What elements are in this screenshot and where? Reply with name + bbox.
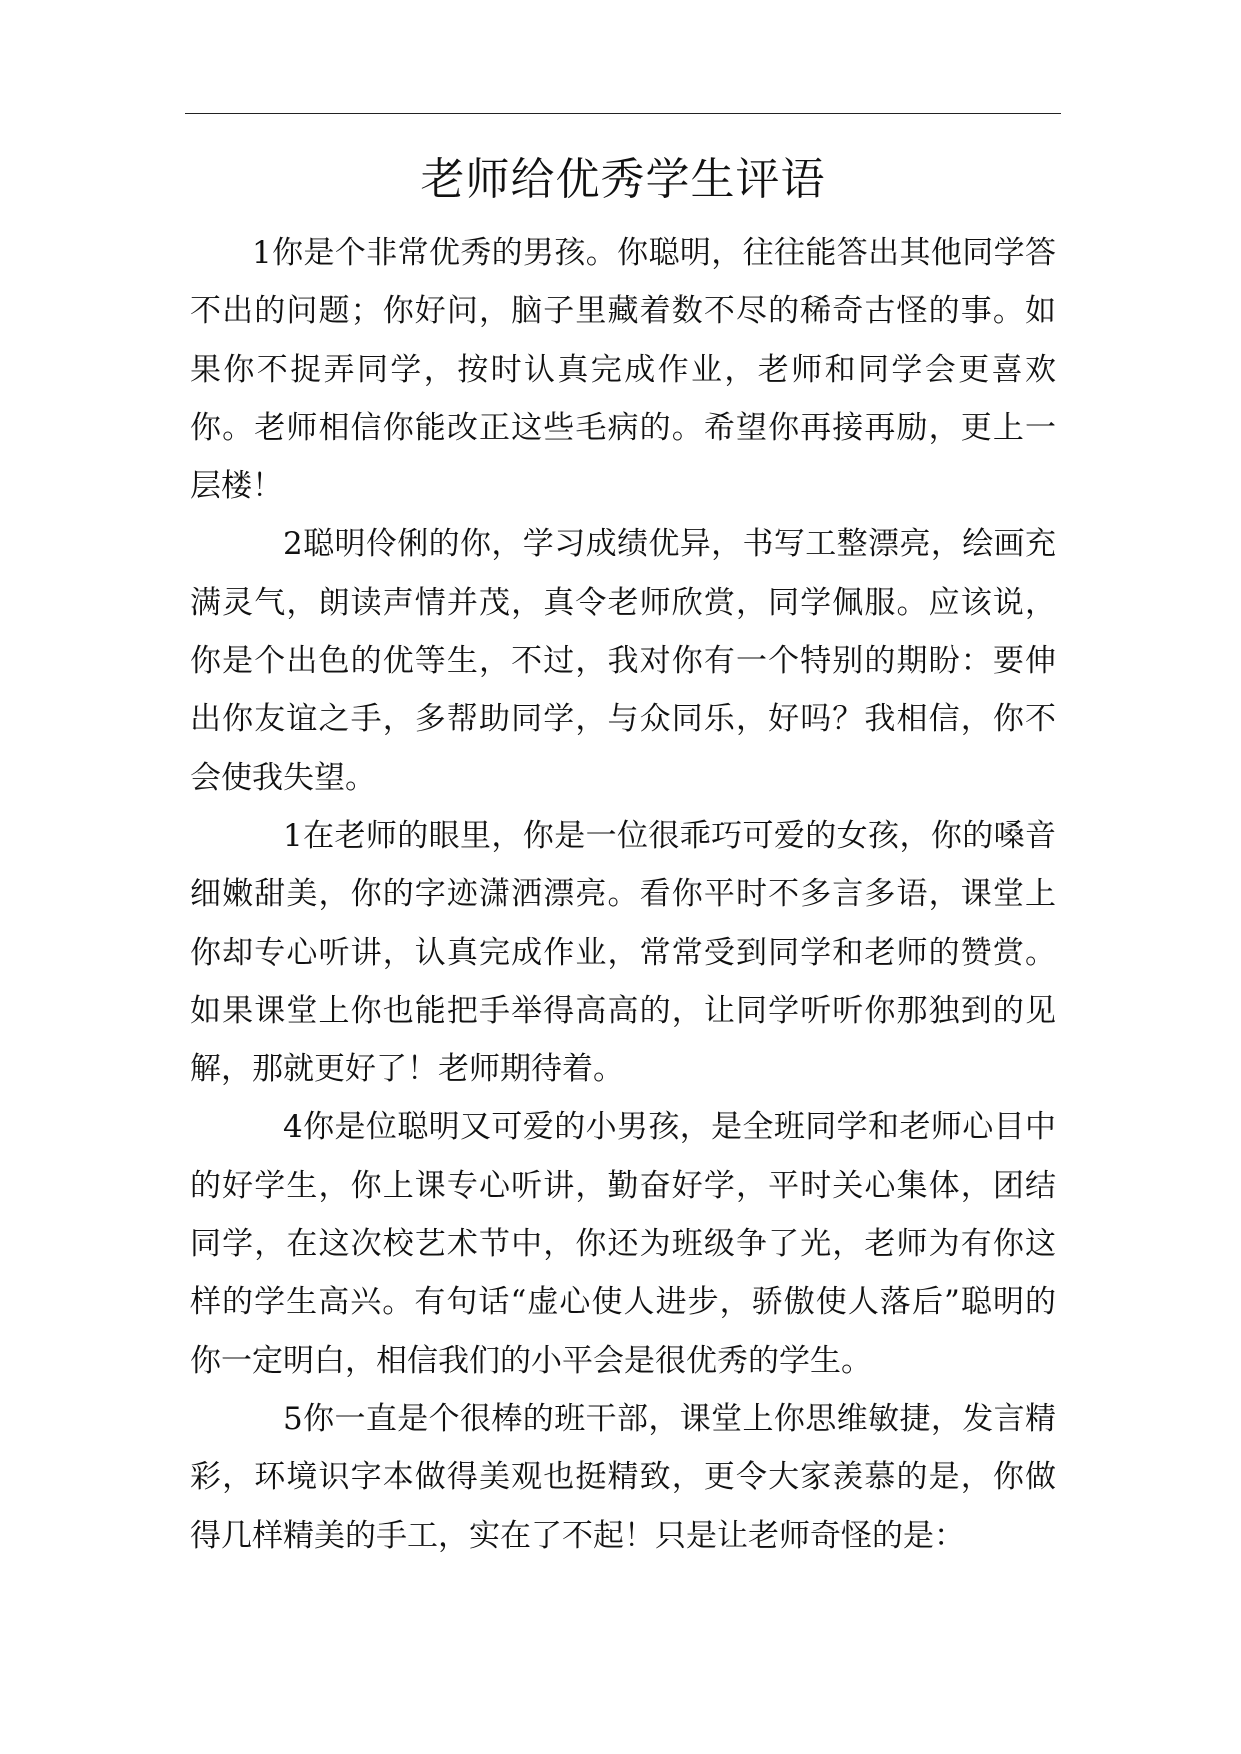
document-body bbox=[190, 224, 1056, 1565]
paragraph-4: 4你是位聪明又可爱的小男孩，是全班同学和老师心目中的好学生，你上课专心听讲，勤奋好学，平时关心集体，团结同学，在这次校艺术节中，你还为班级争了光，老师为有你这样的学生高兴。有句话“虚心使人进步，骄傲使人落后”聪明的你一定明白，相信我们的小平会是很优秀的学生。 bbox=[190, 1109, 1056, 1379]
paragraph-1: 1你是个非常优秀的男孩。你聪明，往往能答出其他同学答不出的问题；你好问，脑子里藏着数不尽的稀奇古怪的事。如果你不捉弄同学，按时认真完成作业，老师和同学会更喜欢你。老师相信你能改正这些毛病的。希望你再接再励，更上一层楼！ bbox=[190, 235, 1056, 505]
paragraph-3: 1在老师的眼里，你是一位很乖巧可爱的女孩，你的嗓音细嫩甜美，你的字迹潇洒漂亮。看你平时不多言多语，课堂上你却专心听讲，认真完成作业，常常受到同学和老师的赞赏。如果课堂上你也能把手举得高高的，让同学听听你那独到的见解，那就更好了！老师期待着。 bbox=[190, 817, 1056, 1088]
paragraph-5: 5你一直是个很棒的班干部，课堂上你思维敏捷，发言精彩，环境识字本做得美观也挺精致，更令大家羡慕的是，你做得几样精美的手工，实在了不起！只是让老师奇怪的是： bbox=[190, 1400, 1056, 1554]
page-title: 老师给优秀学生评语 bbox=[420, 154, 826, 205]
paragraph-2: 2聪明伶俐的你，学习成绩优异，书写工整漂亮，绘画充满灵气，朗读声情并茂，真令老师欣赏，同学佩服。应该说，你是个出色的优等生，不过，我对你有一个特别的期盼：要伸出你友谊之手，多帮助同学，与众同乐，好吗？我相信，你不会使我失望。 bbox=[190, 526, 1056, 796]
header-rule bbox=[185, 113, 1061, 114]
